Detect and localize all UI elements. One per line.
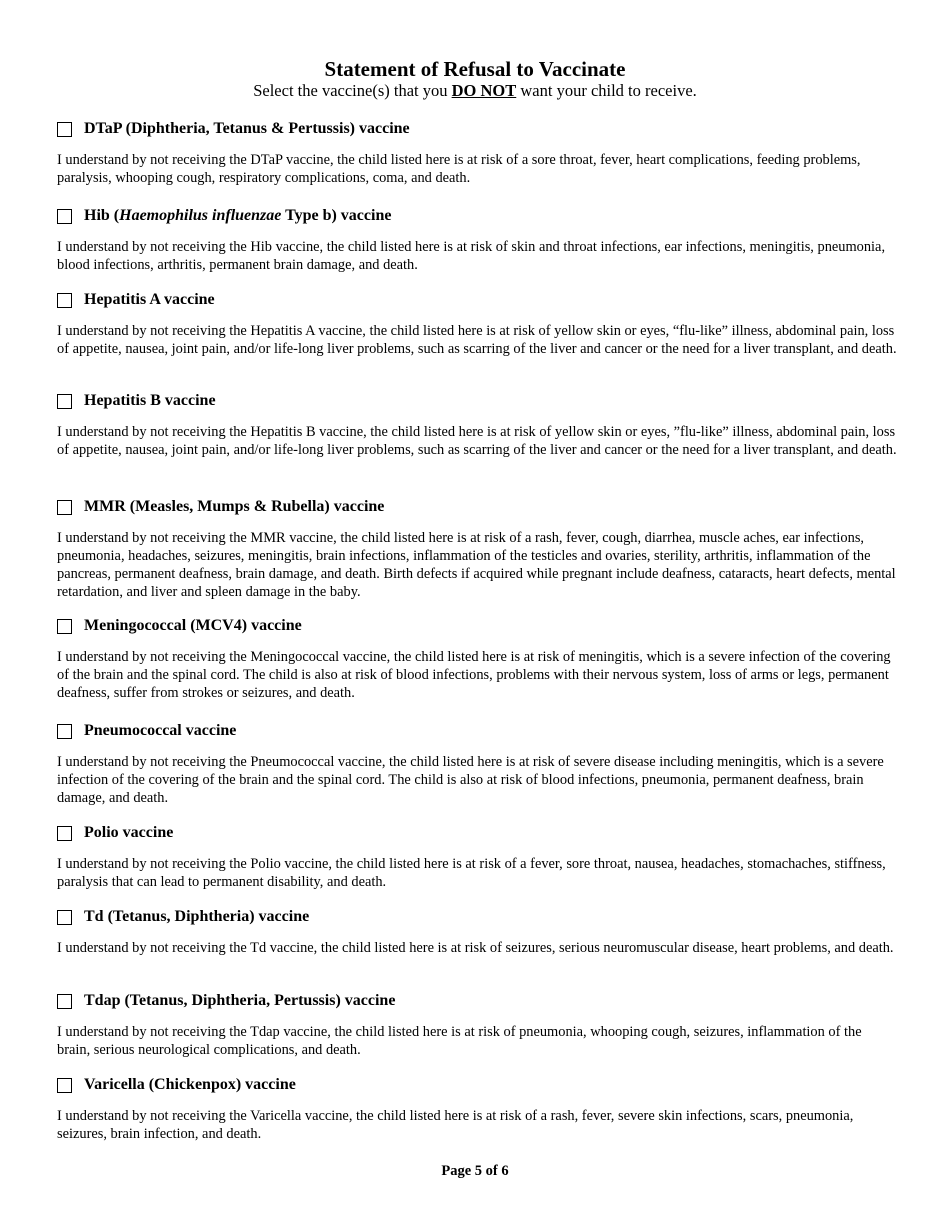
vaccine-title-hib-italic: Haemophilus influenzae <box>119 207 282 224</box>
checkbox-td[interactable] <box>57 910 72 925</box>
checkbox-polio[interactable] <box>57 826 72 841</box>
vaccine-title-hib-part1: Hib ( <box>84 207 120 224</box>
vaccine-description-tdap: I understand by not receiving the Tdap vaccine, the child listed here is at risk of pneumonia, whooping cough, seizures, inflammation of the brain, serious neurological complications, and death. <box>57 1024 862 1058</box>
subtitle-text-after: want your child to receive. <box>516 81 697 100</box>
vaccine-item-hepatitis-a <box>57 290 897 358</box>
vaccine-item-dtap <box>57 119 897 187</box>
vaccine-item-pneumococcal <box>57 721 897 807</box>
vaccine-description-varicella: I understand by not receiving the Varicella vaccine, the child listed here is at risk of a rash, fever, severe skin infections, scars, pneumonia, seizures, brain infection, and death. <box>57 1108 854 1142</box>
vaccine-item-meningococcal <box>57 616 897 702</box>
vaccine-description-td: I understand by not receiving the Td vaccine, the child listed here is at risk of seizures, serious neuromuscular disease, heart problems, and death. <box>57 940 894 956</box>
checkbox-tdap[interactable] <box>57 994 72 1009</box>
page-title: Statement of Refusal to Vaccinate <box>324 57 626 81</box>
vaccine-description-pneumococcal: I understand by not receiving the Pneumococcal vaccine, the child listed here is at risk of severe disease including meningitis, which is a severe infection of the covering of the brain and the spinal cord. The child is also at risk of blood infections, pneumonia, permanent deafness, brain damage, and death. <box>57 754 884 806</box>
vaccine-description-hepatitis-b: I understand by not receiving the Hepatitis B vaccine, the child listed here is at risk of yellow skin or eyes, ”flu-like” illness, abdominal pain, loss of appetite, nausea, joint pain, and/or life-long liver problems, such as scarring of the liver and cancer or the need for a liver transplant, and death. <box>57 424 897 458</box>
vaccine-description-polio: I understand by not receiving the Polio vaccine, the child listed here is at risk of a fever, sore throat, nausea, headaches, stomachaches, stiffness, paralysis that can lead to permanent disability, and death. <box>57 856 886 890</box>
vaccine-title-polio: Polio vaccine <box>84 824 174 841</box>
vaccine-item-polio <box>57 823 897 891</box>
vaccine-title-hib <box>84 206 391 226</box>
vaccine-title-tdap: Tdap (Tetanus, Diphtheria, Pertussis) vaccine <box>84 992 396 1009</box>
vaccine-title-dtap: DTaP (Diphtheria, Tetanus & Pertussis) vaccine <box>84 120 410 137</box>
vaccine-item-varicella <box>57 1075 897 1143</box>
vaccine-description-hib: I understand by not receiving the Hib vaccine, the child listed here is at risk of skin and throat infections, ear infections, meningitis, pneumonia, blood infections, arthritis, permanent brain damage, and death. <box>57 239 886 273</box>
checkbox-dtap[interactable] <box>57 122 72 137</box>
vaccine-title-hib-part2: Type b) vaccine <box>281 207 392 224</box>
checkbox-pneumococcal[interactable] <box>57 724 72 739</box>
checkbox-mmr[interactable] <box>57 500 72 515</box>
vaccine-item-tdap <box>57 991 897 1059</box>
vaccine-title-mmr: MMR (Measles, Mumps & Rubella) vaccine <box>84 498 385 515</box>
vaccine-description-mmr: I understand by not receiving the MMR vaccine, the child listed here is at risk of a rash, fever, cough, diarrhea, muscle aches, ear infections, pneumonia, headaches, seizures, meningitis, brain infections, inflammation of the testicles and ovaries, sterility, arthritis, inflammation of the pancreas, permanent deafness, brain damage, and death. Birth defects if acquired while pregnant include deafness, cataracts, heart defects, mental retardation, and liver and spleen damage in the baby. <box>57 530 896 600</box>
subtitle-emphasis: DO NOT <box>451 81 517 100</box>
page-number: Page 5 of 6 <box>441 1163 509 1179</box>
vaccine-title-hepatitis-a: Hepatitis A vaccine <box>84 291 215 308</box>
vaccine-item-hib <box>57 206 897 274</box>
subtitle-text-before: Select the vaccine(s) that you <box>253 81 452 100</box>
vaccine-item-hepatitis-b <box>57 391 897 459</box>
vaccine-title-td: Td (Tetanus, Diphtheria) vaccine <box>84 908 310 925</box>
vaccine-description-dtap: I understand by not receiving the DTaP vaccine, the child listed here is at risk of a sore throat, fever, heart complications, feeding problems, paralysis, whooping cough, respiratory complications, coma, and death. <box>57 152 861 186</box>
vaccine-title-meningococcal: Meningococcal (MCV4) vaccine <box>84 617 302 634</box>
checkbox-varicella[interactable] <box>57 1078 72 1093</box>
vaccine-description-hepatitis-a: I understand by not receiving the Hepatitis A vaccine, the child listed here is at risk of yellow skin or eyes, “flu-like” illness, abdominal pain, loss of appetite, nausea, joint pain, and/or life-long liver problems, such as scarring of the liver and cancer or the need for a liver transplant, and death. <box>57 323 897 357</box>
vaccine-item-td <box>57 907 897 957</box>
vaccine-title-hepatitis-b: Hepatitis B vaccine <box>84 392 216 409</box>
checkbox-hib[interactable] <box>57 209 72 224</box>
page-subtitle <box>0 81 950 101</box>
vaccine-item-mmr <box>57 497 897 601</box>
vaccine-description-meningococcal: I understand by not receiving the Meningococcal vaccine, the child listed here is at risk of meningitis, which is a severe infection of the covering of the brain and the spinal cord. The child is also at risk of blood infections, problems with their nervous system, loss of arms or legs, permanent deafness, suffer from strokes or seizures, and death. <box>57 649 891 701</box>
checkbox-hepatitis-a[interactable] <box>57 293 72 308</box>
checkbox-hepatitis-b[interactable] <box>57 394 72 409</box>
vaccine-title-pneumococcal: Pneumococcal vaccine <box>84 722 237 739</box>
checkbox-meningococcal[interactable] <box>57 619 72 634</box>
vaccine-title-varicella: Varicella (Chickenpox) vaccine <box>84 1076 296 1093</box>
